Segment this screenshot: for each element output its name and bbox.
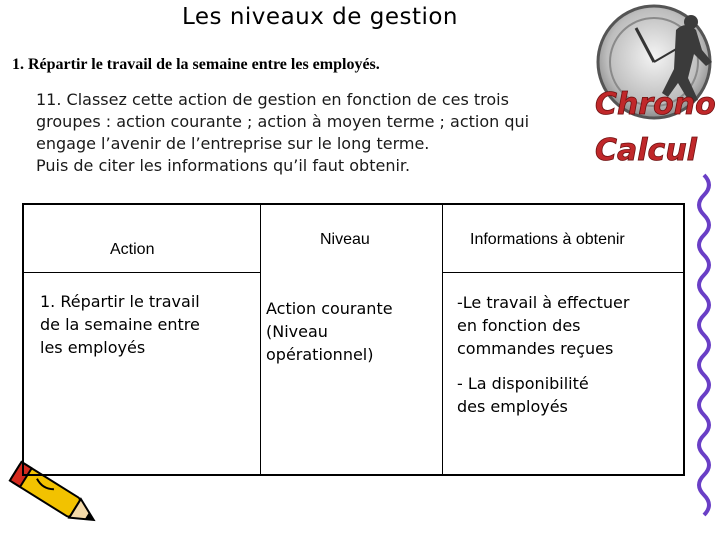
table-divider bbox=[24, 272, 260, 273]
header-informations: Informations à obtenir bbox=[470, 231, 625, 248]
svg-text:Calcul: Calcul bbox=[595, 133, 697, 168]
cell-line: les employés bbox=[40, 338, 146, 357]
question-line: groupes : action courante ; action à moyen terme ; action qui bbox=[36, 112, 530, 131]
table-divider bbox=[260, 205, 261, 475]
table-divider bbox=[442, 272, 685, 273]
cell-line: 1. Répartir le travail bbox=[40, 292, 200, 311]
question-line: Puis de citer les informations qu’il faut obtenir. bbox=[36, 156, 411, 175]
cell-line: -Le travail à effectuer bbox=[457, 293, 630, 312]
decorative-wavy-border bbox=[688, 175, 720, 515]
table-divider bbox=[442, 205, 443, 475]
cell-line: - La disponibilité bbox=[457, 374, 589, 393]
header-action: Action bbox=[110, 241, 155, 258]
cell-line: de la semaine entre bbox=[40, 315, 200, 334]
cell-line: en fonction des bbox=[457, 316, 581, 335]
cell-action bbox=[40, 290, 200, 359]
cell-informations bbox=[457, 291, 629, 418]
question-line: engage l’avenir de l’entreprise sur le long terme. bbox=[36, 134, 430, 153]
subtitle: 1. Répartir le travail de la semaine entre les employés. bbox=[12, 56, 380, 73]
header-niveau: Niveau bbox=[320, 231, 370, 248]
cell-line: Action courante bbox=[266, 299, 393, 318]
svg-text:Chrono: Chrono bbox=[595, 87, 716, 122]
cell-line: des employés bbox=[457, 397, 568, 416]
cell-line: opérationnel) bbox=[266, 345, 374, 364]
chrono-calcul-logo bbox=[593, 80, 716, 176]
question-text bbox=[36, 89, 606, 177]
cell-line: commandes reçues bbox=[457, 339, 614, 358]
question-line: 11. Classez cette action de gestion en fonction de ces trois bbox=[36, 90, 509, 109]
cell-spacer bbox=[457, 360, 629, 372]
cell-line: (Niveau bbox=[266, 322, 328, 341]
cell-niveau bbox=[266, 297, 393, 366]
page-title: Les niveaux de gestion bbox=[181, 4, 459, 30]
